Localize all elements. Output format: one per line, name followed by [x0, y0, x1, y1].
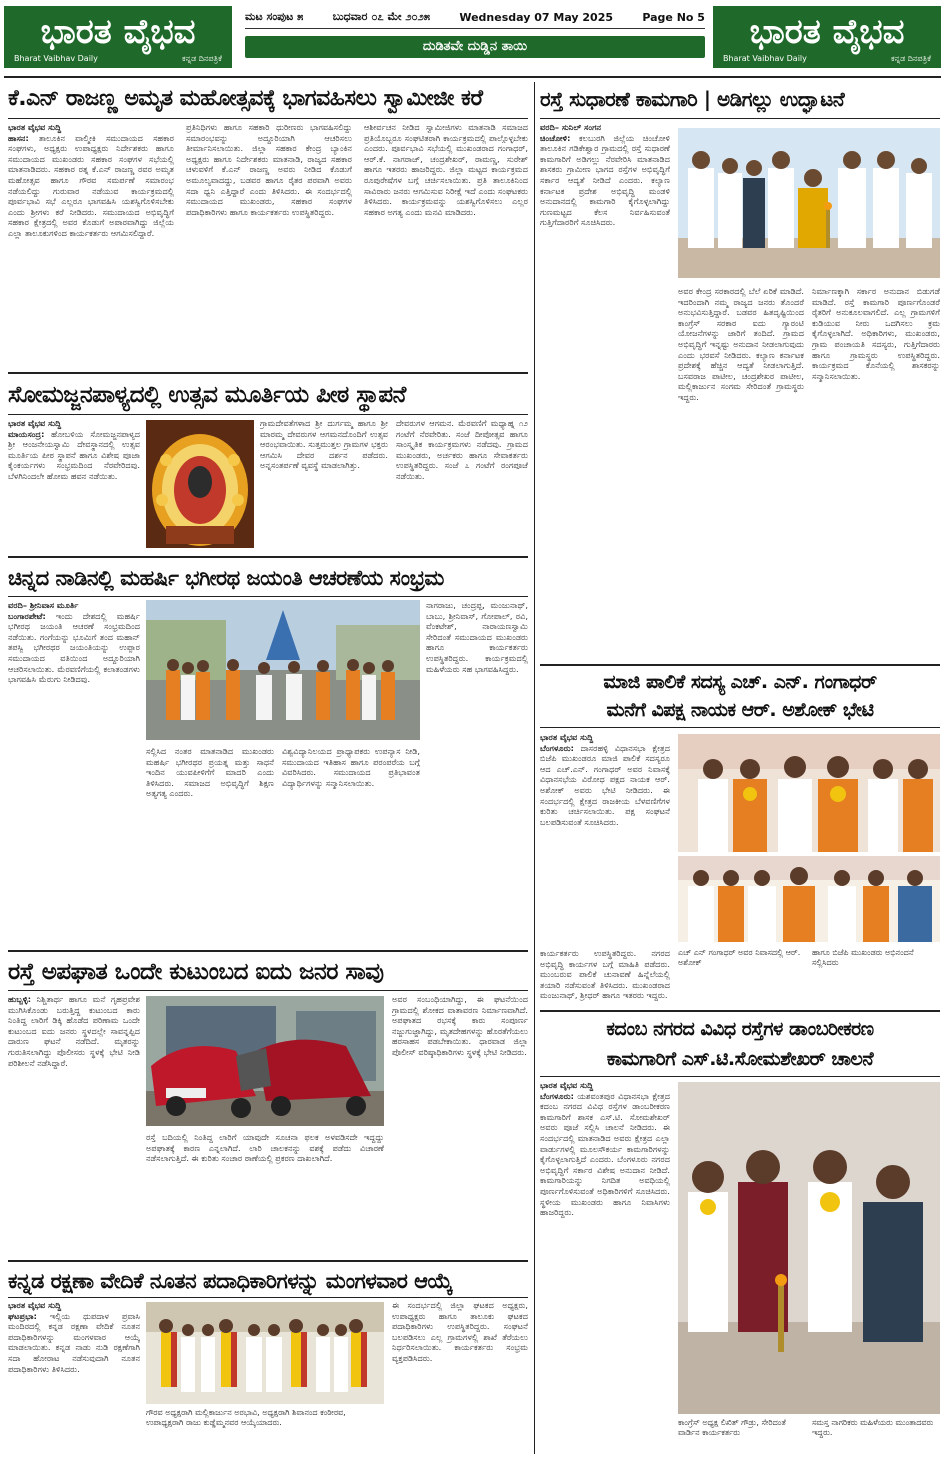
article-gangadhar-col2: ಕಾರ್ಯಕರ್ತರು ಉಪಸ್ಥಿತರಿದ್ದರು. ನಗರದ ಅಭಿವೃದ್ಧಿ ಕಾರ್ಯಗಳ ಬಗ್ಗೆ ಮಾಹಿತಿ ಪಡೆದರು. ಮುಂಬರುವ ಪಾಲಿಕೆ ಚುನಾವಣೆ ಹಿನ್ನೆಲೆಯಲ್ಲಿ ತಯಾರಿ ನಡೆಸುವಂತೆ ತಿಳಿಸಿದರು. ಮುಖಂಡರಾದ ಮಂಜುನಾಥ್, ಶ್ರೀಧರ್ ಹಾಗೂ ಇತರರು ಇದ್ದರು.	[540, 948, 670, 1001]
article-karave-col2: ಈ ಸಂದರ್ಭದಲ್ಲಿ ಜಿಲ್ಲಾ ಘಟಕದ ಅಧ್ಯಕ್ಷರು, ಉಪಾಧ್ಯಕ್ಷರು ಹಾಗೂ ತಾಲೂಕು ಘಟಕದ ಪದಾಧಿಕಾರಿಗಳು ಉಪಸ್ಥಿತರಿದ್ದರು. ಸಂಘಟನೆ ಬಲಪಡಿಸಲು ಎಲ್ಲ ಗ್ರಾಮಗಳಲ್ಲಿ ಶಾಖೆ ತೆರೆಯಲು ನಿರ್ಧರಿಸಲಾಯಿತು. ಕಾರ್ಯಕರ್ತರು ಸಂಭ್ರಮ ವ್ಯಕ್ತಪಡಿಸಿದರು.	[392, 1300, 528, 1363]
visit-illustration-1	[678, 734, 940, 852]
article-road-col1: ವರದಿ– ಸುನಿಲ್ ಸಂಗನ ಚಿಂಚೋಳಿ: ಕಲಬುರಗಿ ಜಿಲ್ಲೆಯ ಚಿಂಚೋಳಿ ತಾಲೂಕಿನ ಗಡಿಕೇಶ್ವಾರ ಗ್ರಾಮದಲ್ಲಿ ರಸ್ತೆ ಸುಧಾರಣೆ ಕಾಮಗಾರಿಗೆ ಅಡಿಗಲ್ಲು ನೆರವೇರಿಸಿ ಮಾತನಾಡಿದ ಶಾಸಕರು ಗ್ರಾಮೀಣ ಭಾಗದ ರಸ್ತೆಗಳ ಅಭಿವೃದ್ಧಿಗೆ ಸರ್ಕಾರ ಆದ್ಯತೆ ನೀಡಿದೆ ಎಂದರು. ಕಲ್ಯಾಣ ಕರ್ನಾಟಕ ಪ್ರದೇಶ ಅಭಿವೃದ್ಧಿ ಮಂಡಳಿ ಅನುದಾನದಲ್ಲಿ ಕಾಮಗಾರಿ ಕೈಗೊಳ್ಳಲಾಗಿದ್ದು ಗುಣಮಟ್ಟದ ಕೆಲಸ ನಿರ್ವಹಿಸುವಂತೆ ಗುತ್ತಿಗೆದಾರರಿಗೆ ಸೂಚಿಸಿದರು.	[540, 122, 670, 228]
article-bhagiratha-col4: ನಾಗರಾಜು, ಚಂದ್ರಪ್ಪ, ಮಂಜುನಾಥ್, ಬಾಬು, ಶ್ರೀನಿವಾಸ್, ಗೋಪಾಲ್, ರವಿ, ವೆಂಕಟೇಶ್, ನಾರಾಯಣಸ್ವಾಮಿ ಸೇರಿದಂತೆ ಸಮುದಾಯದ ಮುಖಂಡರು ಹಾಗೂ ಕಾರ್ಯಕರ್ತರು ಉಪಸ್ಥಿತರಿದ್ದರು. ಕಾರ್ಯಕ್ರಮದಲ್ಲಿ ಮಹಿಳೆಯರು ಸಹ ಭಾಗವಹಿಸಿದ್ದರು.	[426, 600, 528, 674]
lamp-lighting-illustration	[678, 128, 940, 278]
page-number: Page No 5	[642, 10, 705, 24]
article-rajanna-col1: ಭಾರತ ವೈಭವ ಸುದ್ದಿ ಹಾಸನ: ತಾಲೂಕಿನ ವಾಲ್ಮೀಕಿ ಸಮುದಾಯದ ಸಹಕಾರ ಸಂಘಗಳು, ಅಧ್ಯಕ್ಷರು ಉಪಾಧ್ಯಕ್ಷರು ನಿರ್ದೇಶಕರು ಹಾಗೂ ಸಮುದಾಯದ ಮುಖಂಡರು ಸಹಕಾರ ಸಂಘಗಳ ಸಭೆಯಲ್ಲಿ ಮಾತನಾಡಿದರು. ಸಹಕಾರ ರತ್ನ ಕೆ.ಎನ್ ರಾಜಣ್ಣ ರವರ ಅಮೃತ ಮಹೋತ್ಸವ ಹಾಗೂ ಗೌರವ ಸಮರ್ಪಣೆ ಸಮಾರಂಭ ನಡೆಯಲಿದ್ದು ಗುರುವಾರ ನಡೆಯುವ ಕಾರ್ಯಕ್ರಮದಲ್ಲಿ ಪೂರ್ವಭಾವಿ ಸಭೆ ಎಲ್ಲರೂ ಭಾಗವಹಿಸಿ ಯಶಸ್ವಿಗೊಳಿಸಬೇಕು ಎಂದು ಶ್ರೀಗಳು ಕರೆ ನೀಡಿದರು. ಸಮುದಾಯದ ಅಭಿವೃದ್ಧಿಗೆ ಸಹಕಾರ ಕ್ಷೇತ್ರದಲ್ಲಿ ಅವರ ಕೊಡುಗೆ ಅಪಾರವಾಗಿದ್ದು ಜಿಲ್ಲೆಯ ಎಲ್ಲಾ ತಾಲೂಕುಗಳಿಂದ ಕಾರ್ಯಕರ್ತರು ಆಗಮಿಸಲಿದ್ದಾರೆ.	[8, 122, 174, 238]
gangadhar-caption-left: ಎಚ್ ಎನ್ ಗಂಗಾಧರ್ ಅವರ ನಿವಾಸದಲ್ಲಿ ಆರ್. ಅಶೋಕ್	[678, 948, 801, 967]
article-accident-col2: ರಸ್ತೆ ಬದಿಯಲ್ಲಿ ನಿಂತಿದ್ದ ಲಾರಿಗೆ ಯಾವುದೇ ಸೂಚನಾ ಫಲಕ ಅಳವಡಿಸದೇ ಇದ್ದದ್ದು ಅಪಘಾತಕ್ಕೆ ಕಾರಣ ಎನ್ನಲಾಗಿದೆ. ಲಾರಿ ಚಾಲಕನನ್ನು ವಶಕ್ಕೆ ಪಡೆದು ವಿಚಾರಣೆ ನಡೆಸಲಾಗುತ್ತಿದೆ. ಈ ಕುರಿತು ಸಂಚಾರ ಠಾಣೆಯಲ್ಲಿ ಪ್ರಕರಣ ದಾಖಲಾಗಿದೆ.	[146, 1132, 384, 1164]
visit-illustration-2	[678, 856, 940, 942]
article-accident-col1: ಹುಬ್ಬಳ್ಳಿ: ನಿಶ್ಚಿತಾರ್ಥ ಹಾಗೂ ಮನೆ ಗೃಹಪ್ರವೇಶ ಮುಗಿಸಿಕೊಂಡು ಬರುತ್ತಿದ್ದ ಕುಟುಂಬದ ಕಾರು ನಿಂತಿದ್ದ ಲಾರಿಗೆ ಡಿಕ್ಕಿ ಹೊಡೆದ ಪರಿಣಾಮ ಒಂದೇ ಕುಟುಂಬದ ಐದು ಜನರು ಸ್ಥಳದಲ್ಲೇ ಸಾವನ್ನಪ್ಪಿದ ದಾರುಣ ಘಟನೆ ನಡೆದಿದೆ. ಮೃತರನ್ನು ಗುರುತಿಸಲಾಗಿದ್ದು ಪೊಲೀಸರು ಸ್ಥಳಕ್ಕೆ ಭೇಟಿ ನೀಡಿ ಪರಿಶೀಲನೆ ನಡೆಸಿದ್ದಾರೆ.	[8, 994, 140, 1068]
karave-caption: ಗೌರವ ಅಧ್ಯಕ್ಷರಾಗಿ ಮಲ್ಲಿಕಾರ್ಜುನ ಅರಭಾವಿ, ಅಧ್ಯಕ್ಷರಾಗಿ ಶಿವಾನಂದ ಕಂಠೀರವ, ಉಪಾಧ್ಯಕ್ಷರಾಗಿ ರಾಜು ಕುಡ್ಡೆಮ್ಮನವರ ಆಯ್ಕೆಯಾದರು.	[146, 1408, 346, 1427]
article-somajjanapalya-col1: ಭಾರತ ವೈಭವ ಸುದ್ದಿ ಮಾಯಸಂದ್ರ: ಹೋಬಳಿಯ ಸೋಮಜ್ಜನಪಾಳ್ಯದ ಶ್ರೀ ಆಂಜನೇಯಸ್ವಾಮಿ ದೇವಸ್ಥಾನದಲ್ಲಿ ಉತ್ಸವ ಮೂರ್ತಿಯ ಪೀಠ ಸ್ಥಾಪನೆ ಹಾಗೂ ವಿಶೇಷ ಪೂಜಾ ಕೈಂಕರ್ಯಗಳು ಸಂಭ್ರಮದಿಂದ ನೆರವೇರಿದವು. ಬೆಳಗಿನಿಂದಲೇ ಹೋಮ ಹವನ ನಡೆಯಿತು.	[8, 418, 140, 481]
slogan-bar: ದುಡಿತವೇ ದುಡ್ಡಿನ ತಾಯಿ	[245, 36, 705, 58]
article-rajanna-col3: ಆಶೀರ್ವಚನ ನೀಡಿದ ಸ್ವಾಮೀಜಿಗಳು ಮಾತನಾಡಿ ಸಮಾಜದ ಪ್ರತಿಯೊಬ್ಬರೂ ಸಂಘಟಿತರಾಗಿ ಕಾರ್ಯಕ್ರಮದಲ್ಲಿ ಪಾಲ್ಗೊಳ್ಳಬೇಕು ಎಂದರು. ಪೂರ್ವಭಾವಿ ಸಭೆಯಲ್ಲಿ ಮುಖಂಡರಾದ ಗಂಗಾಧರ್, ಆರ್.ಕೆ. ನಾಗರಾಜ್, ಚಂದ್ರಶೇಖರ್, ರಾಮಣ್ಣ, ಸುರೇಶ್ ಹಾಗೂ ಇತರರು ಹಾಜರಿದ್ದರು. ಜಿಲ್ಲಾ ಮಟ್ಟದ ಕಾರ್ಯಕ್ರಮದ ರೂಪುರೇಷೆಗಳ ಬಗ್ಗೆ ಚರ್ಚಿಸಲಾಯಿತು. ಪ್ರತಿ ತಾಲೂಕಿನಿಂದ ಸಾವಿರಾರು ಜನರು ಆಗಮಿಸುವ ನಿರೀಕ್ಷೆ ಇದೆ ಎಂದು ಸಂಘಟಕರು ತಿಳಿಸಿದರು. ಕಾರ್ಯಕ್ರಮವನ್ನು ಯಶಸ್ವಿಗೊಳಿಸಲು ಎಲ್ಲರ ಸಹಕಾರ ಅಗತ್ಯ ಎಂದು ಮನವಿ ಮಾಡಿದರು.	[364, 122, 528, 217]
masthead-title: ಭಾರತ ವೈಭವ	[749, 12, 905, 52]
kadamba-inauguration-photo	[678, 1082, 940, 1414]
article-accident-col3: ಅವರ ಸಂಬಂಧಿಯಾಗಿದ್ದು, ಈ ಘಟನೆಯಿಂದ ಗ್ರಾಮದಲ್ಲಿ ಶೋಕದ ವಾತಾವರಣ ನಿರ್ಮಾಣವಾಗಿದೆ. ಅಪಘಾತದ ರಭಸಕ್ಕೆ ಕಾರು ಸಂಪೂರ್ಣ ನಜ್ಜುಗುಜ್ಜಾಗಿದ್ದು, ಮೃತದೇಹಗಳನ್ನು ಹೊರತೆಗೆಯಲು ಹರಸಾಹಸ ಪಡಬೇಕಾಯಿತು. ಧಾರವಾಡ ಜಿಲ್ಲಾ ಪೊಲೀಸ್ ವರಿಷ್ಠಾಧಿಕಾರಿಗಳು ಸ್ಥಳಕ್ಕೆ ಭೇಟಿ ನೀಡಿದರು.	[392, 994, 528, 1057]
masthead-subtitle-kn: ಕನ್ನಡ ದಿನಪತ್ರಿಕೆ	[181, 54, 222, 63]
kadamba-caption-right: ಸಮಸ್ತ ನಾಗರಿಕರು ಮಹಿಳೆಯರು ಮುಂತಾದವರು ಇದ್ದರು.	[812, 1418, 934, 1437]
article-rajanna-col2: ಪ್ರತಿನಿಧಿಗಳು ಹಾಗೂ ಸಹಕಾರಿ ಧುರೀಣರು ಭಾಗವಹಿಸಲಿದ್ದು ಸಮಾರಂಭವನ್ನು ಅದ್ದೂರಿಯಾಗಿ ಆಚರಿಸಲು ತೀರ್ಮಾನಿಸಲಾಯಿತು. ಜಿಲ್ಲಾ ಸಹಕಾರ ಕೇಂದ್ರ ಬ್ಯಾಂಕಿನ ಅಧ್ಯಕ್ಷರು ಹಾಗೂ ನಿರ್ದೇಶಕರು ಮಾತನಾಡಿ, ರಾಜ್ಯದ ಸಹಕಾರ ಚಳುವಳಿಗೆ ಕೆ.ಎನ್ ರಾಜಣ್ಣ ಅವರು ನೀಡಿದ ಕೊಡುಗೆ ಅಮೂಲ್ಯವಾದದ್ದು, ಬಡವರ ಹಾಗೂ ರೈತರ ಪರವಾಗಿ ಅವರು ಸದಾ ಧ್ವನಿ ಎತ್ತಿದ್ದಾರೆ ಎಂದು ತಿಳಿಸಿದರು. ಈ ಸಂದರ್ಭದಲ್ಲಿ ಸಮುದಾಯದ ಮುಖಂಡರು, ಸಹಕಾರ ಸಂಘಗಳ ಪದಾಧಿಕಾರಿಗಳು ಹಾಗೂ ಕಾರ್ಯಕರ್ತರು ಉಪಸ್ಥಿತರಿದ್ದರು.	[186, 122, 352, 217]
article-gangadhar-col1: ಭಾರತ ವೈಭವ ಸುದ್ದಿ ಬೆಂಗಳೂರು: ದಾಸರಹಳ್ಳಿ ವಿಧಾನಸಭಾ ಕ್ಷೇತ್ರದ ಬಿಜೆಪಿ ಮುಖಂಡರೂ ಮಾಜಿ ಪಾಲಿಕೆ ಸದಸ್ಯರೂ ಆದ ಎಚ್.ಎನ್. ಗಂಗಾಧರ್ ಅವರ ನಿವಾಸಕ್ಕೆ ವಿಧಾನಸಭೆಯ ವಿರೋಧ ಪಕ್ಷದ ನಾಯಕ ಆರ್. ಅಶೋಕ್ ಅವರು ಭೇಟಿ ನೀಡಿದರು. ಈ ಸಂದರ್ಭದಲ್ಲಿ ಕ್ಷೇತ್ರದ ರಾಜಕೀಯ ಬೆಳವಣಿಗೆಗಳ ಕುರಿತು ಚರ್ಚಿಸಲಾಯಿತು. ಪಕ್ಷ ಸಂಘಟನೆ ಬಲಪಡಿಸುವಂತೆ ಸೂಚಿಸಿದರು.	[540, 732, 670, 827]
page-column-divider	[534, 82, 535, 1454]
article-somajjanapalya-col2: ಗ್ರಾಮದೇವತೆಗಳಾದ ಶ್ರೀ ದುರ್ಗಮ್ಮ ಹಾಗೂ ಶ್ರೀ ಮಾರಮ್ಮ ದೇವರುಗಳ ಆಗಮನದೊಂದಿಗೆ ಉತ್ಸವ ಆರಂಭವಾಯಿತು. ಸುತ್ತಮುತ್ತಲ ಗ್ರಾಮಗಳ ಭಕ್ತರು ಆಗಮಿಸಿ ದೇವರ ದರ್ಶನ ಪಡೆದರು. ಅನ್ನಸಂತರ್ಪಣೆ ವ್ಯವಸ್ಥೆ ಮಾಡಲಾಗಿತ್ತು.	[260, 418, 388, 471]
accident-illustration	[146, 996, 384, 1126]
masthead-title: ಭಾರತ ವೈಭವ	[40, 12, 196, 52]
headline-gangadhar-line2: ಮನೆಗೆ ವಿಪಕ್ಷ ನಾಯಕ ಆರ್. ಅಶೋಕ್ ಭೇಟಿ	[606, 699, 874, 721]
inauguration-illustration	[678, 1082, 940, 1414]
accident-photo	[146, 996, 384, 1126]
headline-road-accident: ರಸ್ತೆ ಅಪಘಾತ ಒಂದೇ ಕುಟುಂಬದ ಐದು ಜನರ ಸಾವು	[8, 959, 384, 985]
masthead-subtitle-en: Bharat Vaibhav Daily	[723, 54, 807, 63]
headline-karave: ಕನ್ನಡ ರಕ್ಷಣಾ ವೇದಿಕೆ ನೂತನ ಪದಾಧಿಕಾರಿಗಳನ್ನು ಮಂಗಳವಾರ ಆಯ್ಕೆ	[8, 1269, 453, 1293]
headline-kadamba-line2: ಕಾಮಗಾರಿಗೆ ಎಸ್.ಟಿ.ಸೋಮಶೇಖರ್ ಚಾಲನೆ	[606, 1048, 874, 1070]
issue-meta	[245, 8, 705, 26]
ashok-visit-photo-1	[678, 734, 940, 852]
meta-rule	[245, 28, 705, 29]
date-kn: ಬುಧವಾರ ೦೭ ಮೇ ೨೦೨೫	[332, 10, 431, 23]
headline-rajanna: ಕೆ.ಎನ್ ರಾಜಣ್ಣ ಅಮೃತ ಮಹೋತ್ಸವಕ್ಕೆ ಭಾಗವಹಿಸಲು ಸ್ವಾಮೀಜೀ ಕರೆ	[8, 86, 483, 111]
article-road-col3: ನಿರ್ಮಾಣಕ್ಕಾಗಿ ಸರ್ಕಾರ ಅನುದಾನ ಬಿಡುಗಡೆ ಮಾಡಿದೆ. ರಸ್ತೆ ಕಾಮಗಾರಿ ಪೂರ್ಣಗೊಂಡರೆ ರೈತರಿಗೆ ಅನುಕೂಲವಾಗಲಿದೆ. ಎಲ್ಲ ಗ್ರಾಮಗಳಿಗೆ ಕುಡಿಯುವ ನೀರು ಒದಗಿಸಲು ಕ್ರಮ ಕೈಗೊಳ್ಳಲಾಗಿದೆ. ಅಧಿಕಾರಿಗಳು, ಮುಖಂಡರು, ಗ್ರಾಮ ಪಂಚಾಯತಿ ಸದಸ್ಯರು, ಗುತ್ತಿಗೆದಾರರು ಹಾಗೂ ಗ್ರಾಮಸ್ಥರು ಉಪಸ್ಥಿತರಿದ್ದರು. ಕಾರ್ಯಕ್ರಮದ ಕೊನೆಯಲ್ಲಿ ಶಾಸಕರನ್ನು ಸನ್ಮಾನಿಸಲಾಯಿತು.	[812, 286, 940, 381]
masthead-subtitle-kn: ಕನ್ನಡ ದಿನಪತ್ರಿಕೆ	[890, 54, 931, 63]
masthead-left	[4, 6, 232, 68]
article-bhagiratha-col1: ವರದಿ– ಶ್ರೀನಿವಾಸ ಮೂರ್ತಿ ಬಂಗಾರಪೇಟೆ: ಇಂದು ದೇಶದಲ್ಲಿ ಮಹರ್ಷಿ ಭಗೀರಥ ಜಯಂತಿ ಆಚರಣೆ ಸಂಭ್ರಮದಿಂದ ನಡೆಯಿತು. ಗಂಗೆಯನ್ನು ಭೂಮಿಗೆ ತಂದ ಮಹಾನ್ ತಪಸ್ವಿ ಭಗೀರಥರ ಜಯಂತಿಯನ್ನು ಉಪ್ಪಾರ ಸಮುದಾಯದ ವತಿಯಿಂದ ಅದ್ದೂರಿಯಾಗಿ ಆಚರಿಸಲಾಯಿತು. ಮೆರವಣಿಗೆಯಲ್ಲಿ ಕಲಾತಂಡಗಳು ಭಾಗವಹಿಸಿ ಮೆರುಗು ನೀಡಿದವು.	[8, 600, 140, 685]
article-bhagiratha-col3: ವಿಶ್ವವಿದ್ಯಾನಿಲಯದ ಪ್ರಾಧ್ಯಾಪಕರು ಉಪನ್ಯಾಸ ನೀಡಿ, ಸಮುದಾಯದ ಇತಿಹಾಸ ಹಾಗೂ ಪರಂಪರೆಯ ಬಗ್ಗೆ ವಿವರಿಸಿದರು. ಸಮುದಾಯದ ಪ್ರತಿಭಾವಂತ ವಿದ್ಯಾರ್ಥಿಗಳನ್ನು ಸನ್ಮಾನಿಸಲಾಯಿತು.	[282, 746, 420, 788]
deity-illustration	[146, 420, 254, 548]
masthead-subtitle-en: Bharat Vaibhav Daily	[14, 54, 98, 63]
temple-deity-photo	[146, 420, 254, 548]
volume: ಮಟ ಸಂಪುಟ ೫	[245, 10, 304, 23]
headline-road-foundation: ರಸ್ತೆ ಸುಧಾರಣೆ ಕಾಮಗಾರಿ | ಅಡಿಗಲ್ಲು ಉದ್ಘಾಟನೆ	[540, 87, 845, 111]
headline-gangadhar-line1: ಮಾಜಿ ಪಾಲಿಕೆ ಸದಸ್ಯ ಎಚ್. ಎನ್. ಗಂಗಾಧರ್	[603, 671, 877, 693]
article-kadamba-col1: ಭಾರತ ವೈಭವ ಸುದ್ದಿ ಬೆಂಗಳೂರು: ಯಶವಂತಪುರ ವಿಧಾನಸಭಾ ಕ್ಷೇತ್ರದ ಕದಂಬ ನಗರದ ವಿವಿಧ ರಸ್ತೆಗಳ ಡಾಂಬರೀಕರಣ ಕಾಮಗಾರಿಗೆ ಶಾಸಕ ಎಸ್.ಟಿ. ಸೋಮಶೇಖರ್ ಅವರು ಪೂಜೆ ಸಲ್ಲಿಸಿ ಚಾಲನೆ ನೀಡಿದರು. ಈ ಸಂದರ್ಭದಲ್ಲಿ ಮಾತನಾಡಿದ ಅವರು ಕ್ಷೇತ್ರದ ಎಲ್ಲಾ ವಾರ್ಡುಗಳಲ್ಲಿ ಮೂಲಸೌಕರ್ಯ ಕಾಮಗಾರಿಗಳನ್ನು ಕೈಗೊಳ್ಳಲಾಗುತ್ತಿದೆ ಎಂದರು. ಬೆಂಗಳೂರು ನಗರದ ಅಭಿವೃದ್ಧಿಗೆ ಸರ್ಕಾರ ವಿಶೇಷ ಅನುದಾನ ನೀಡಿದೆ. ಕಾಮಗಾರಿಯನ್ನು ನಿಗದಿತ ಅವಧಿಯಲ್ಲಿ ಪೂರ್ಣಗೊಳಿಸುವಂತೆ ಅಧಿಕಾರಿಗಳಿಗೆ ಸೂಚಿಸಿದರು. ಸ್ಥಳೀಯ ಮುಖಂಡರು ಹಾಗೂ ನಿವಾಸಿಗಳು ಹಾಜರಿದ್ದರು.	[540, 1080, 670, 1218]
article-bhagiratha-col2: ಸಲ್ಲಿಸಿದ ನಂತರ ಮಾತನಾಡಿದ ಮುಖಂಡರು ಮಹರ್ಷಿ ಭಗೀರಥರ ಪ್ರಯತ್ನ ಮತ್ತು ಸಾಧನೆ ಇಂದಿನ ಯುವಪೀಳಿಗೆಗೆ ಮಾದರಿ ಎಂದು ತಿಳಿಸಿದರು. ಸಮಾಜದ ಅಭಿವೃದ್ಧಿಗೆ ಶಿಕ್ಷಣ ಅತ್ಯಗತ್ಯ ಎಂದರು.	[146, 746, 274, 799]
masthead-right	[713, 6, 941, 68]
article-somajjanapalya-col3: ದೇವರುಗಳ ಆಗಮನ. ಮೆರವಣಿಗೆ ಮಧ್ಯಾಹ್ನ ೧೨ ಗಂಟೆಗೆ ನೆರವೇರಿತು. ಸಂಜೆ ದೀಪೋತ್ಸವ ಹಾಗೂ ಸಾಂಸ್ಕೃತಿಕ ಕಾರ್ಯಕ್ರಮಗಳು ನಡೆದವು. ಗ್ರಾಮದ ಮುಖಂಡರು, ಅರ್ಚಕರು ಹಾಗೂ ಸೇವಾಕರ್ತರು ಉಪಸ್ಥಿತರಿದ್ದರು. ಸಂಜೆ ೭ ಗಂಟೆಗೆ ರಂಗಪೂಜೆ ನಡೆಯಿತು.	[396, 418, 528, 481]
ashok-visit-photo-2	[678, 856, 940, 942]
karave-group-photo	[146, 1302, 384, 1404]
headline-kadamba-line1: ಕದಂಬ ನಗರದ ವಿವಿಧ ರಸ್ತೆಗಳ ಡಾಂಬರೀಕರಣ	[606, 1018, 874, 1040]
procession-illustration	[146, 600, 420, 740]
gangadhar-caption-right: ಹಾಗೂ ಬಿಜೆಪಿ ಮುಖಂಡರು ಅಭಿನಂದನೆ ಸಲ್ಲಿಸಿದರು	[812, 948, 914, 967]
article-karave-col1: ಭಾರತ ವೈಭವ ಸುದ್ದಿ ಘಟಪ್ರಭಾ: ಇಲ್ಲಿಯ ಧುಪದಾಳ ಪ್ರವಾಸಿ ಮಂದಿರದಲ್ಲಿ ಕನ್ನಡ ರಕ್ಷಣಾ ವೇದಿಕೆ ನೂತನ ಪದಾಧಿಕಾರಿಗಳನ್ನು ಮಂಗಳವಾರ ಆಯ್ಕೆ ಮಾಡಲಾಯಿತು. ಕನ್ನಡ ನಾಡು ನುಡಿ ರಕ್ಷಣೆಗಾಗಿ ಸದಾ ಹೋರಾಟ ನಡೆಸುವುದಾಗಿ ನೂತನ ಪದಾಧಿಕಾರಿಗಳು ತಿಳಿಸಿದರು.	[8, 1300, 140, 1374]
article-road-col2: ಅವರ ಕೇಂದ್ರ ಸರಕಾರದಲ್ಲಿ ಬೆಲೆ ಏರಿಕೆ ಮಾಡಿದೆ. ಇದರಿಂದಾಗಿ ನಮ್ಮ ರಾಜ್ಯದ ಜನರು ತೊಂದರೆ ಅನುಭವಿಸುತ್ತಿದ್ದಾರೆ. ಬಡವರ ಹಿತದೃಷ್ಟಿಯಿಂದ ಕಾಂಗ್ರೆಸ್ ಸರಕಾರ ಐದು ಗ್ಯಾರಂಟಿ ಯೋಜನೆಗಳನ್ನು ಜಾರಿಗೆ ತಂದಿದೆ. ಗ್ರಾಮದ ಅಭಿವೃದ್ಧಿಗೆ ಇನ್ನಷ್ಟು ಅನುದಾನ ನೀಡಲಾಗುವುದು ಎಂದು ಭರವಸೆ ನೀಡಿದರು. ಕಲ್ಯಾಣ ಕರ್ನಾಟಕ ಪ್ರದೇಶಕ್ಕೆ ಹೆಚ್ಚಿನ ಆದ್ಯತೆ ನೀಡಲಾಗುತ್ತಿದೆ. ಬಸವರಾಜ ಪಾಟೀಲ, ಚಂದ್ರಶೇಖರ ಪಾಟೀಲ, ಮಲ್ಲಿಕಾರ್ಜುನ ಸಂಗಮ ಸೇರಿದಂತೆ ಗ್ರಾಮಸ್ಥರು ಇದ್ದರು.	[678, 286, 804, 402]
date-en: Wednesday 07 May 2025	[459, 10, 614, 24]
group-illustration	[146, 1302, 384, 1404]
bhagiratha-procession-photo	[146, 600, 420, 740]
kadamba-caption-left: ಕಾಂಗ್ರೆಸ್ ಅಧ್ಯಕ್ಷ ಲಿಖಿತ್ ಗೌಡ್ರು, ಸೇರಿದಂತೆ ವಾರ್ಡಿನ ಕಾರ್ಯಕರ್ತರು	[678, 1418, 786, 1437]
headline-somajjanapalya: ಸೋಮಜ್ಜನಪಾಳ್ಯದಲ್ಲಿ ಉತ್ಸವ ಮೂರ್ತಿಯ ಪೀಠ ಸ್ಥಾಪನೆ	[8, 382, 406, 408]
headline-bhagiratha: ಚಿನ್ನದ ನಾಡಿನಲ್ಲಿ ಮಹರ್ಷಿ ಭಗೀರಥ ಜಯಂತಿ ಆಚರಣೆಯ ಸಂಭ್ರಮ	[8, 566, 444, 590]
masthead-rule	[4, 76, 941, 78]
lamp-lighting-photo	[678, 128, 940, 278]
